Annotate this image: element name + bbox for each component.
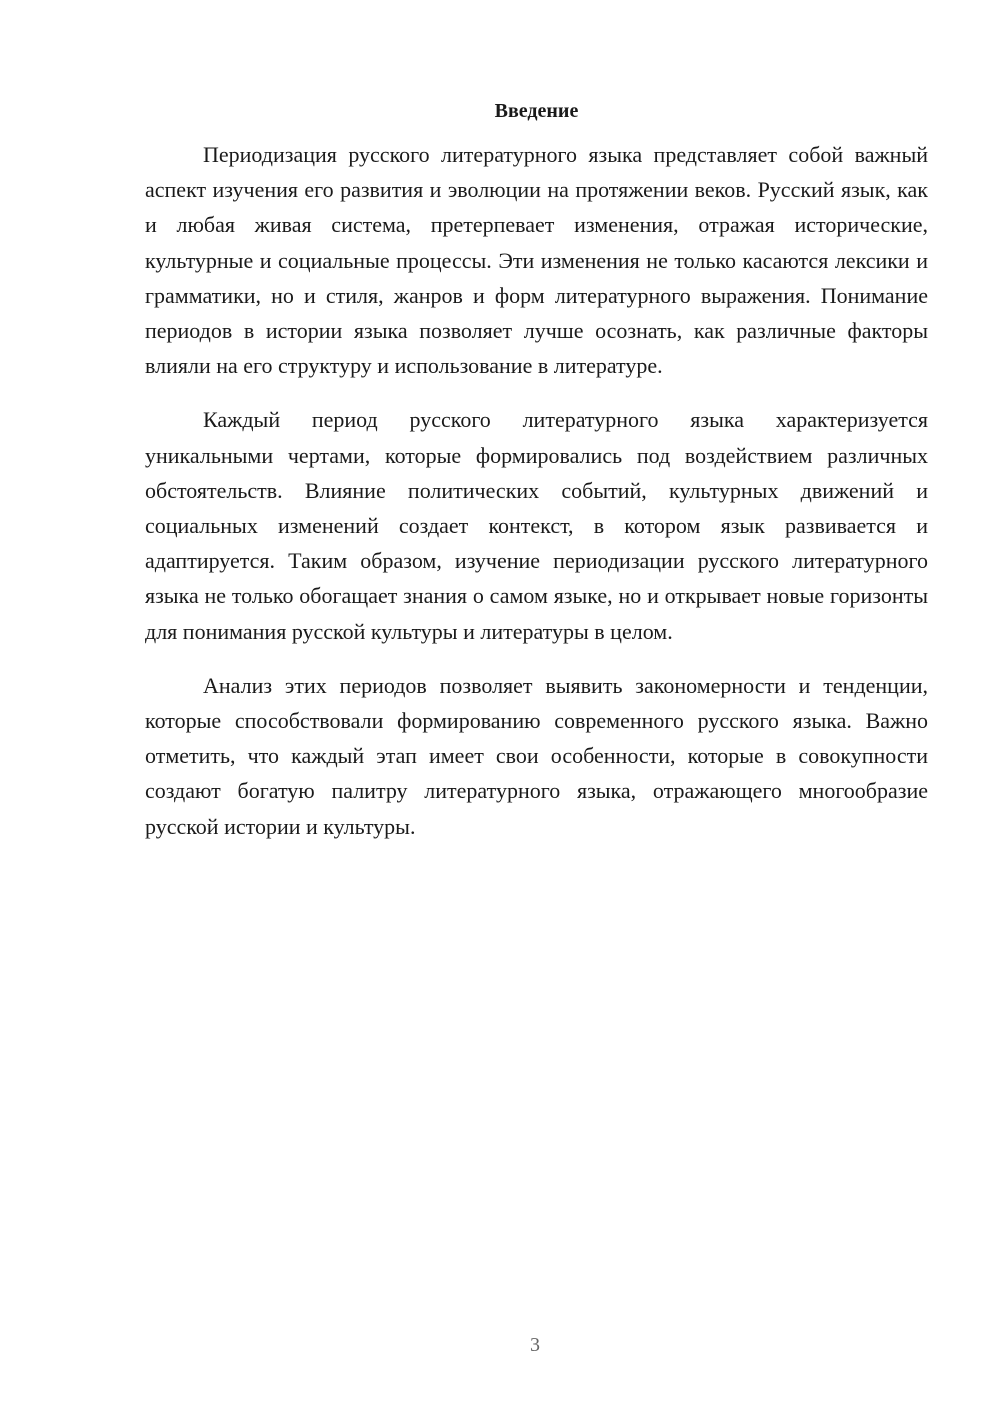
- page-number: 3: [530, 1334, 540, 1356]
- paragraph-2: Каждый период русского литературного языка характеризуется уникальными чертами, которые формировались под воздействием различных обстоятельств. Влияние политических событий, культурных движений и социальных изменений создает контекст, в котором язык развивается и адаптируется. Таким образом, изучение периодизации русского литературного языка не только обогащает знания о самом языке, но и открывает новые горизонты для понимания русской культуры и литературы в целом.: [145, 407, 928, 644]
- section-heading: Введение: [494, 100, 579, 122]
- paragraph-3: Анализ этих периодов позволяет выявить закономерности и тенденции, которые способствовали формированию современного русского языка. Важно отметить, что каждый этап имеет свои особенности, которые в совокупности создают богатую палитру литературного языка, отражающего многообразие русской истории и культуры.: [145, 672, 928, 839]
- paragraph-1: Периодизация русского литературного языка представляет собой важный аспект изучения его развития и эволюции на протяжении веков. Русский язык, как и любая живая система, претерпевает изменения, отражая исторические, культурные и социальные процессы. Эти изменения не только касаются лексики и грамматики, но и стиля, жанров и форм литературного выражения. Понимание периодов в истории языка позволяет лучше осознать, как различные факторы влияли на его структуру и использование в литературе.: [145, 142, 928, 379]
- page-content: [145, 96, 928, 844]
